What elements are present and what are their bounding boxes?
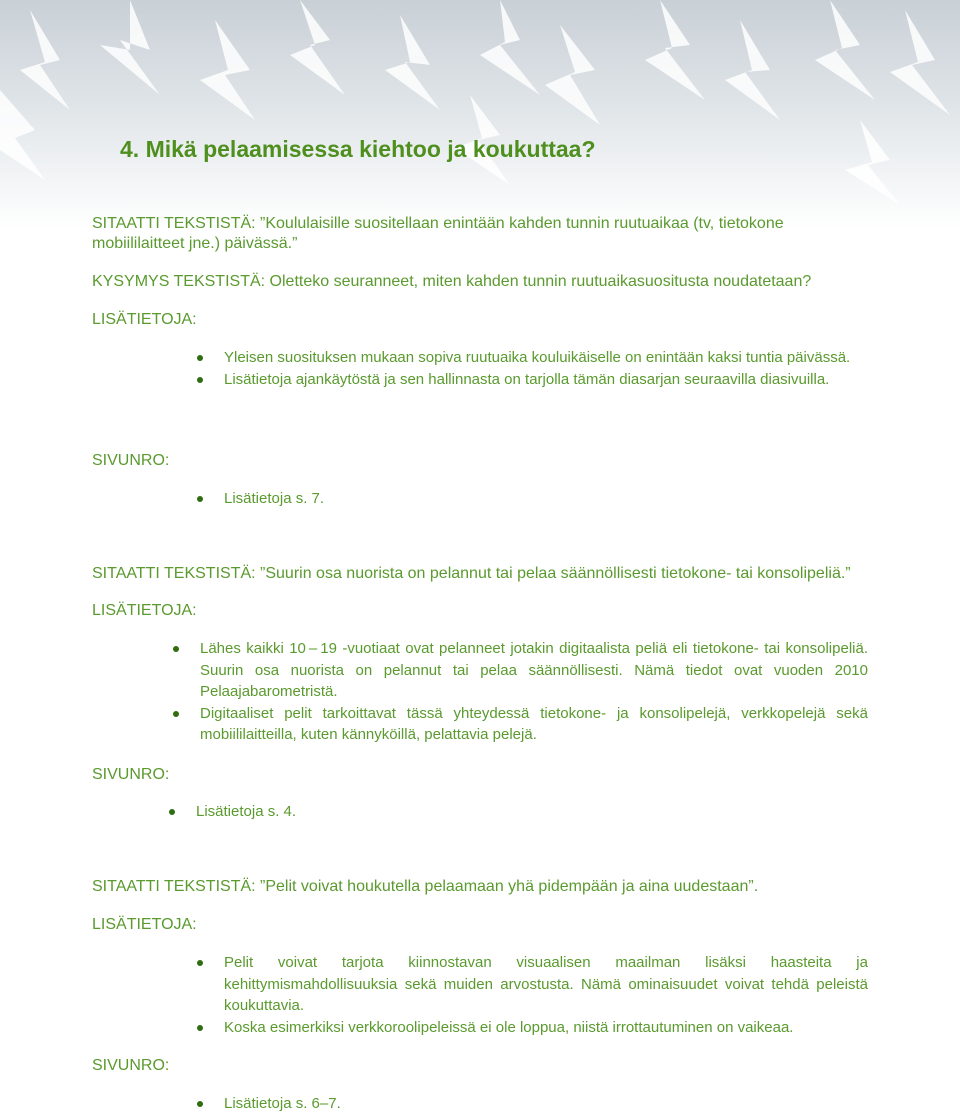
quote-text-continued: mobiililaitteet jne.) päivässä.” [92,235,298,252]
quote-label: SITAATTI TEKSTISTÄ: [92,878,256,895]
page-reference: Lisätietoja s. 7. [224,488,524,510]
question-line [92,271,811,292]
quote-text: ”Suurin osa nuorista on pelannut tai pelaa säännöllisesti tietokone- tai konsolipeliä.” [255,565,851,582]
page-ref-list [224,488,524,510]
quote-text: ”Koululaisille suositellaan enintään kahden tunnin ruutuaikaa (tv, tietokone [255,215,784,232]
list-item: Pelit voivat tarjota kiinnostavan visuaalisen maailman lisäksi haasteita ja kehittymismahdollisuuksia sekä muiden arvostusta. Nämä ominaisuudet voivat tehdä peleistä koukuttavia. [224,952,868,1017]
list-item: Yleisen suosituksen mukaan sopiva ruutuaika kouluikäiselle on enintään kaksi tuntia päivässä. [224,347,868,369]
page-number-label: SIVUNRO: [92,766,170,783]
bullet-icon [173,711,179,717]
info-list [224,347,868,390]
page-reference: Lisätietoja s. 6–7. [224,1093,524,1115]
quote-line [92,876,758,897]
info-list [224,952,868,1038]
page-ref-list [196,801,496,823]
bullet-icon [197,496,203,502]
list-item: Lisätietoja ajankäytöstä ja sen hallinnasta on tarjolla tämän diasarjan seuraavilla diasivuilla. [224,369,868,391]
info-label: LISÄTIETOJA: [92,311,197,328]
bullet-icon [197,355,203,361]
bullet-icon [197,1025,203,1031]
bullet-icon [173,646,179,652]
quote-label: SITAATTI TEKSTISTÄ: [92,565,256,582]
list-item: Lähes kaikki 10 – 19 -vuotiaat ovat pelanneet jotakin digitaalista peliä eli tietokone- tai konsolipeliä. Suurin osa nuorista on pelannut tai pelaa säännöllisesti. Nämä tiedot ovat vuoden 2010 Pelaajabarometristä. [200,638,868,703]
quote-text: ”Pelit voivat houkutella pelaamaan yhä pidempään ja aina uudestaan”. [255,878,759,895]
page-reference: Lisätietoja s. 4. [196,801,496,823]
decorative-leaf-pattern [0,0,960,230]
bullet-icon [197,960,203,966]
page-number-label: SIVUNRO: [92,1057,170,1074]
bullet-icon [197,377,203,383]
quote-label: SITAATTI TEKSTISTÄ: [92,215,256,232]
quote-line [92,563,851,584]
list-item: Koska esimerkiksi verkkoroolipeleissä ei ole loppua, niistä irrottautuminen on vaikeaa. [224,1017,868,1039]
bullet-icon [197,1101,203,1107]
list-item: Digitaaliset pelit tarkoittavat tässä yhteydessä tietokone- ja konsolipelejä, verkkopelejä sekä mobiililaitteilla, kuten kännyköillä, pelattavia pelejä. [200,703,868,746]
page-number-label: SIVUNRO: [92,452,170,469]
quote-line [92,213,868,234]
page-ref-list [224,1093,524,1115]
info-label: LISÄTIETOJA: [92,916,197,933]
header-background [0,0,960,230]
info-list [200,638,868,746]
page-title: 4. Mikä pelaamisessa kiehtoo ja koukuttaa? [120,136,596,162]
info-label: LISÄTIETOJA: [92,602,197,619]
question-label: KYSYMYS TEKSTISTÄ: [92,273,266,290]
bullet-icon [169,809,175,815]
question-text: Oletteko seuranneet, miten kahden tunnin ruutuaikasuositusta noudatetaan? [265,273,812,290]
